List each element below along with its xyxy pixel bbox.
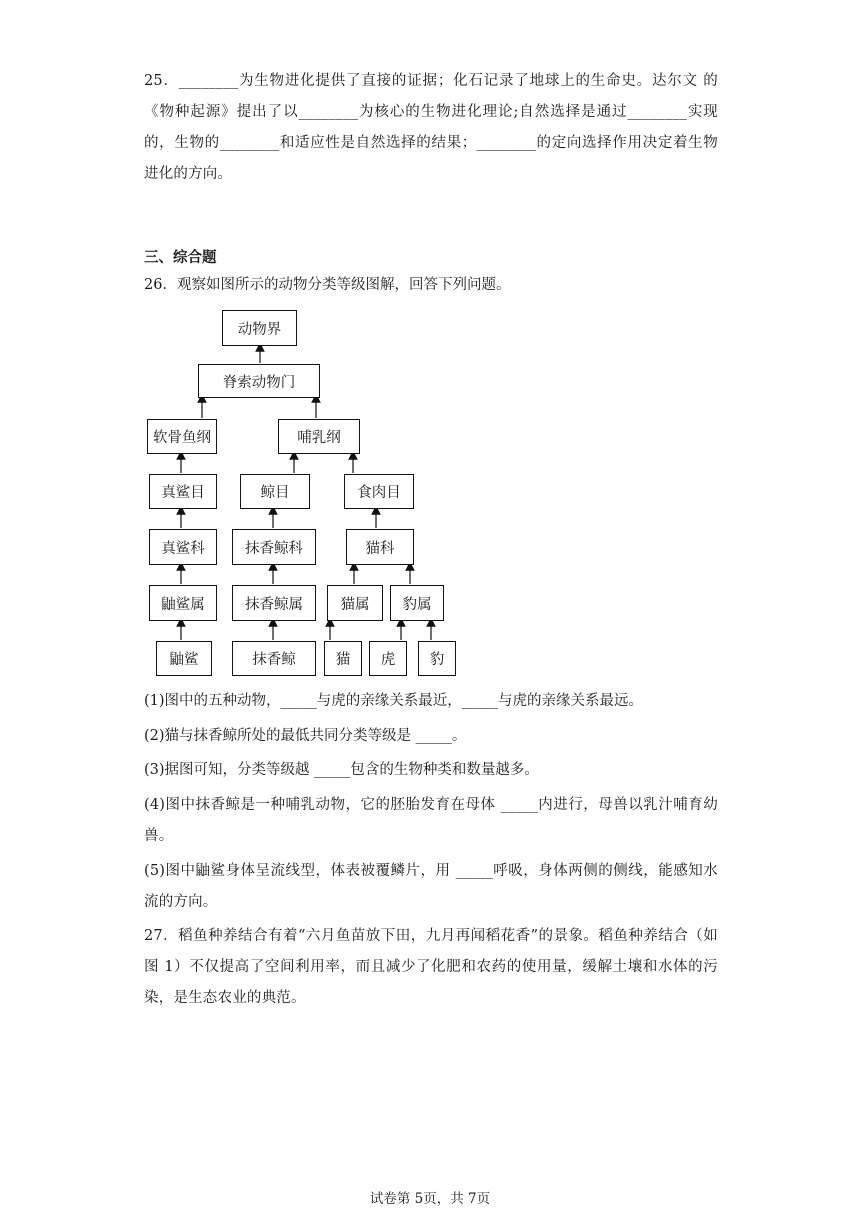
node-family-sperm-whale: 抹香鲸科 bbox=[232, 529, 316, 565]
question-26-1: (1)图中的五种动物，_____与虎的亲缘关系最近，_____与虎的亲缘关系最远。 bbox=[144, 693, 644, 709]
node-species-tiger: 虎 bbox=[369, 641, 407, 676]
question-26-5: (5)图中鼬鲨身体呈流线型，体表被覆鳞片，用 _____呼吸，身体两侧的侧线，能感知水流的方向。 bbox=[144, 863, 718, 910]
node-class-cartilaginous: 软骨鱼纲 bbox=[147, 419, 217, 454]
node-kingdom: 动物界 bbox=[222, 310, 297, 346]
node-order-whale: 鲸目 bbox=[240, 474, 310, 509]
node-genus-cat: 猫属 bbox=[327, 585, 383, 621]
section-heading: 三、综合题 bbox=[144, 249, 217, 266]
question-26-2: (2)猫与抹香鲸所处的最低共同分类等级是 _____。 bbox=[144, 728, 467, 744]
node-genus-leopard: 豹属 bbox=[390, 585, 444, 621]
node-phylum: 脊索动物门 bbox=[198, 364, 320, 398]
node-family-shark: 真鲨科 bbox=[149, 529, 217, 565]
question-25: 25．________为生物进化提供了直接的证据；化石记录了地球上的生命史。达尔文 的《物种起源》提出了以________为核心的生物进化理论;自然选择是通过________实现的，生物的________和适应性是自然选择的结果；________的定向选择作用决定着生物进化的方向。 bbox=[144, 73, 718, 182]
node-species-sperm-whale: 抹香鲸 bbox=[232, 641, 316, 676]
question-26-stem: 26．观察如图所示的动物分类等级图解，回答下列问题。 bbox=[144, 277, 511, 293]
node-species-shark: 鼬鲨 bbox=[156, 641, 212, 676]
question-27: 27．稻鱼种养结合有着“六月鱼苗放下田，九月再闻稻花香”的景象。稻鱼种养结合（如图 1）不仅提高了空间利用率，而且减少了化肥和农药的使用量，缓解土壤和水体的污染，是生态农业的典范。 bbox=[144, 928, 718, 1006]
node-class-mammal: 哺乳纲 bbox=[278, 419, 360, 454]
node-genus-shark: 鼬鲨属 bbox=[149, 585, 217, 621]
question-26-4: (4)图中抹香鲸是一种哺乳动物，它的胚胎发育在母体 _____内进行，母兽以乳汁哺育幼兽。 bbox=[144, 797, 718, 844]
node-family-cat: 猫科 bbox=[346, 529, 414, 565]
page-footer: 试卷第 5页，共 7页 bbox=[369, 1191, 491, 1207]
node-genus-sperm-whale: 抹香鲸属 bbox=[232, 585, 316, 621]
question-26-3: (3)据图可知，分类等级越 _____包含的生物种类和数量越多。 bbox=[144, 762, 539, 778]
node-species-cat: 猫 bbox=[324, 641, 362, 676]
node-order-shark: 真鲨目 bbox=[149, 474, 217, 509]
node-species-leopard: 豹 bbox=[418, 641, 456, 676]
node-order-carnivora: 食肉目 bbox=[344, 474, 414, 509]
